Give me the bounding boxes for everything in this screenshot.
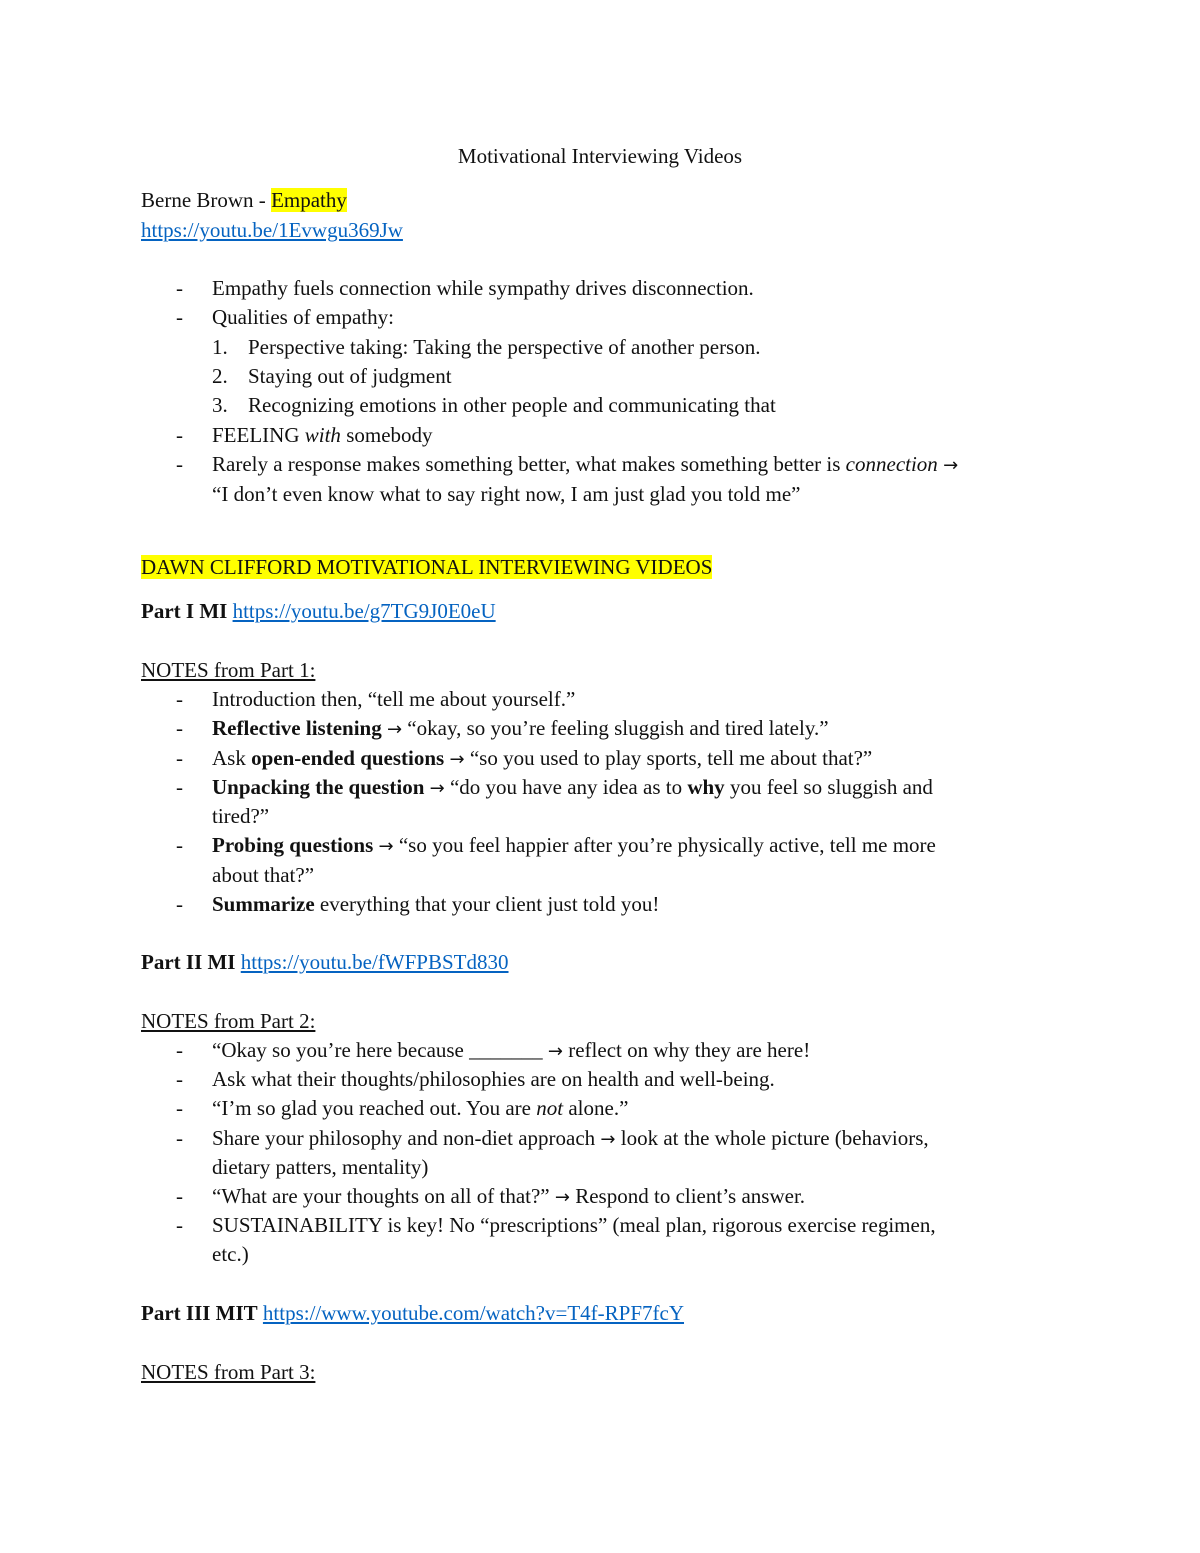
bullet-dash: -	[176, 716, 183, 740]
part-1-bullet-5: Probing questions → “so you feel happier after you’re physically active, tell me more	[212, 833, 936, 857]
empathy-quality-3: Recognizing emotions in other people and communicating that	[248, 393, 776, 417]
arrow-icon: →	[943, 455, 959, 476]
part-3-heading	[141, 1299, 684, 1328]
list-number: 2.	[212, 364, 228, 388]
arrow-icon: →	[449, 749, 465, 770]
empathy-quality-1: Perspective taking: Taking the perspective of another person.	[248, 335, 761, 359]
bullet-dash: -	[176, 423, 183, 447]
part-1-bullet-4-continued: tired?”	[212, 804, 270, 828]
bullet-dash: -	[176, 746, 183, 770]
part-2-bullet-3: “I’m so glad you reached out. You are not alone.”	[212, 1096, 629, 1120]
bullet-dash: -	[176, 452, 183, 476]
part-2-notes-heading: NOTES from Part 2:	[141, 1009, 316, 1033]
empathy-quality-2: Staying out of judgment	[248, 364, 452, 388]
part-1-bullet-1: Introduction then, “tell me about yourself.”	[212, 687, 576, 711]
empathy-bullet-2: Qualities of empathy:	[212, 305, 394, 329]
bullet-dash: -	[176, 276, 183, 300]
empathy-bullet-4: Rarely a response makes something better, what makes something better is connection →	[212, 452, 959, 476]
part-2-label: Part II MI	[141, 950, 236, 974]
part-2-bullet-5: “What are your thoughts on all of that?” → Respond to client’s answer.	[212, 1184, 806, 1208]
arrow-icon: →	[600, 1129, 616, 1150]
part-1-heading	[141, 597, 496, 626]
part-2-bullet-4: Share your philosophy and non-diet approach → look at the whole picture (behaviors,	[212, 1126, 929, 1150]
part-1-bullet-2: Reflective listening → “okay, so you’re feeling sluggish and tired lately.”	[212, 716, 829, 740]
part-2-heading	[141, 948, 509, 977]
empathy-bullet-4-continued: “I don’t even know what to say right now, I am just glad you told me”	[212, 482, 801, 506]
arrow-icon: →	[386, 719, 403, 740]
part-1-bullet-5-continued: about that?”	[212, 863, 315, 887]
bullet-dash: -	[176, 1038, 183, 1062]
part-3-video-link[interactable]: https://www.youtube.com/watch?v=T4f-RPF7fcY	[262, 1301, 685, 1325]
list-number: 3.	[212, 393, 228, 417]
bullet-dash: -	[176, 1213, 183, 1237]
bullet-dash: -	[176, 687, 183, 711]
bullet-dash: -	[176, 1067, 183, 1091]
bullet-dash: -	[176, 775, 183, 799]
part-2-bullet-2: Ask what their thoughts/philosophies are on health and well-being.	[212, 1067, 775, 1091]
part-2-bullet-6-continued: etc.)	[212, 1242, 249, 1266]
bullet-dash: -	[176, 892, 183, 916]
part-2-bullet-6: SUSTAINABILITY is key! No “prescriptions” (meal plan, rigorous exercise regimen,	[212, 1213, 936, 1237]
arrow-icon: →	[554, 1187, 570, 1208]
part-3-label: Part III MIT	[141, 1301, 258, 1325]
document-title: Motivational Interviewing Videos	[457, 144, 743, 168]
bullet-dash: -	[176, 833, 183, 857]
bullet-dash: -	[176, 1126, 183, 1150]
bullet-dash: -	[176, 1096, 183, 1120]
part-1-bullet-3: Ask open-ended questions → “so you used to play sports, tell me about that?”	[212, 746, 873, 770]
part-1-bullet-6: Summarize everything that your client just told you!	[212, 892, 660, 916]
part-1-bullet-4: Unpacking the question → “do you have any idea as to why you feel so sluggish and	[212, 775, 933, 799]
part-2-video-link[interactable]: https://youtu.be/fWFPBSTd830	[240, 950, 509, 974]
part-1-video-link[interactable]: https://youtu.be/g7TG9J0E0eU	[232, 599, 496, 623]
dawn-clifford-heading: DAWN CLIFFORD MOTIVATIONAL INTERVIEWING VIDEOS	[141, 555, 713, 579]
empathy-bullet-3: FEELING with somebody	[212, 423, 433, 447]
arrow-icon: →	[429, 778, 445, 799]
topic-highlight: Empathy	[271, 188, 347, 212]
part-3-notes-heading: NOTES from Part 3:	[141, 1360, 316, 1384]
part-2-bullet-1: “Okay so you’re here because _______ → reflect on why they are here!	[212, 1038, 811, 1062]
empathy-bullet-1: Empathy fuels connection while sympathy drives disconnection.	[212, 276, 754, 300]
arrow-icon: →	[547, 1041, 563, 1062]
part-1-label: Part I MI	[141, 599, 228, 623]
arrow-icon: →	[378, 836, 394, 857]
bullet-dash: -	[176, 305, 183, 329]
bullet-dash: -	[176, 1184, 183, 1208]
part-2-bullet-4-continued: dietary patters, mentality)	[212, 1155, 429, 1179]
author-name: Berne Brown -	[141, 188, 272, 212]
empathy-heading	[141, 186, 347, 215]
empathy-video-link[interactable]: https://youtu.be/1Evwgu369Jw	[141, 218, 403, 242]
list-number: 1.	[212, 335, 228, 359]
part-1-notes-heading: NOTES from Part 1:	[141, 658, 316, 682]
